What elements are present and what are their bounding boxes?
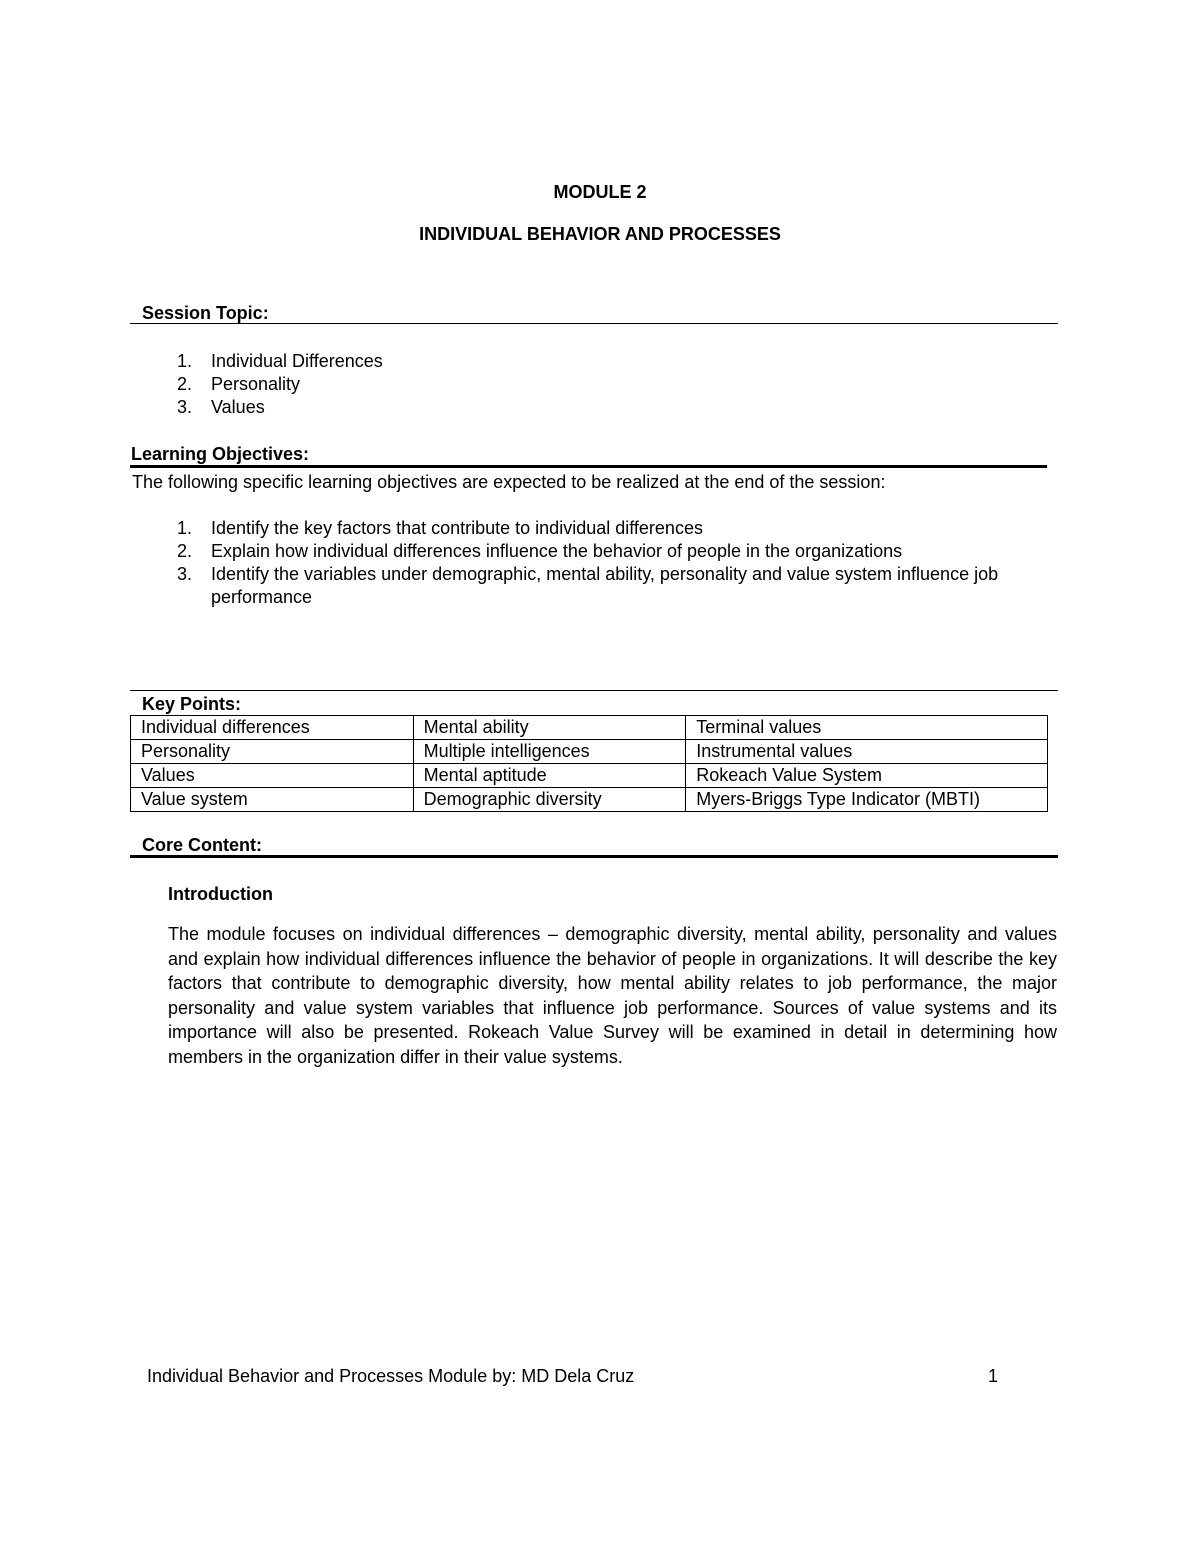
page-title: INDIVIDUAL BEHAVIOR AND PROCESSES xyxy=(419,224,781,244)
table-row xyxy=(131,764,1048,788)
list-item xyxy=(131,350,1031,373)
list-text: Individual Differences xyxy=(211,351,383,371)
session-topic-heading: Session Topic: xyxy=(142,303,269,323)
core-content-heading: Core Content: xyxy=(142,835,262,855)
session-topic-rule xyxy=(130,323,1058,324)
table-row xyxy=(131,716,1048,740)
table-cell: Mental ability xyxy=(413,716,686,740)
table-cell: Individual differences xyxy=(131,716,414,740)
table-cell: Mental aptitude xyxy=(413,764,686,788)
list-item xyxy=(131,563,1051,609)
key-points-top-rule xyxy=(130,690,1058,691)
list-text: Identify the variables under demographic, mental ability, personality and value system influence job performance xyxy=(211,564,999,607)
table-cell: Myers-Briggs Type Indicator (MBTI) xyxy=(686,788,1048,812)
table-cell: Demographic diversity xyxy=(413,788,686,812)
list-text: Personality xyxy=(211,374,301,394)
table-cell: Value system xyxy=(131,788,414,812)
list-number: 3. xyxy=(177,397,193,417)
session-topic-list xyxy=(131,350,1031,419)
table-cell: Instrumental values xyxy=(686,740,1048,764)
module-number: MODULE 2 xyxy=(553,182,647,202)
key-points-table xyxy=(130,715,1048,812)
learning-objectives-heading: Learning Objectives: xyxy=(131,444,310,464)
list-number: 2. xyxy=(177,374,193,394)
list-number: 2. xyxy=(177,541,193,561)
list-item xyxy=(131,517,1051,540)
core-content-rule xyxy=(130,855,1058,858)
learning-objectives-rule xyxy=(130,465,1047,468)
table-cell: Values xyxy=(131,764,414,788)
introduction-heading: Introduction xyxy=(168,884,273,904)
list-number: 3. xyxy=(177,564,193,584)
table-cell: Personality xyxy=(131,740,414,764)
list-text: Values xyxy=(211,397,265,417)
learning-objectives-list xyxy=(131,517,1051,609)
list-text: Explain how individual differences influence the behavior of people in the organizations xyxy=(211,541,903,561)
table-row xyxy=(131,788,1048,812)
list-item xyxy=(131,373,1031,396)
table-row xyxy=(131,740,1048,764)
key-points-heading: Key Points: xyxy=(142,694,242,714)
footer-text: Individual Behavior and Processes Module by: MD Dela Cruz xyxy=(147,1366,635,1386)
table-cell: Multiple intelligences xyxy=(413,740,686,764)
table-cell: Terminal values xyxy=(686,716,1048,740)
introduction-paragraph: The module focuses on individual differences – demographic diversity, mental ability, personality and values and explain how individual differences influence the behavior of people in organizations. It will describe the key factors that contribute to demographic diversity, how mental ability relates to job performance, the major personality and value system variables that influence job performance. Sources of value systems and its importance will also be presented. Rokeach Value Survey will be examined in detail in determining how members in the organization differ in their value systems. xyxy=(168,924,1057,1067)
table-cell: Rokeach Value System xyxy=(686,764,1048,788)
list-number: 1. xyxy=(177,351,193,371)
list-item xyxy=(131,396,1031,419)
learning-objectives-intro: The following specific learning objectives are expected to be realized at the end of the session: xyxy=(132,472,886,492)
list-item xyxy=(131,540,1051,563)
list-text: Identify the key factors that contribute to individual differences xyxy=(211,518,703,538)
page-number: 1 xyxy=(988,1366,999,1386)
list-number: 1. xyxy=(177,518,193,538)
